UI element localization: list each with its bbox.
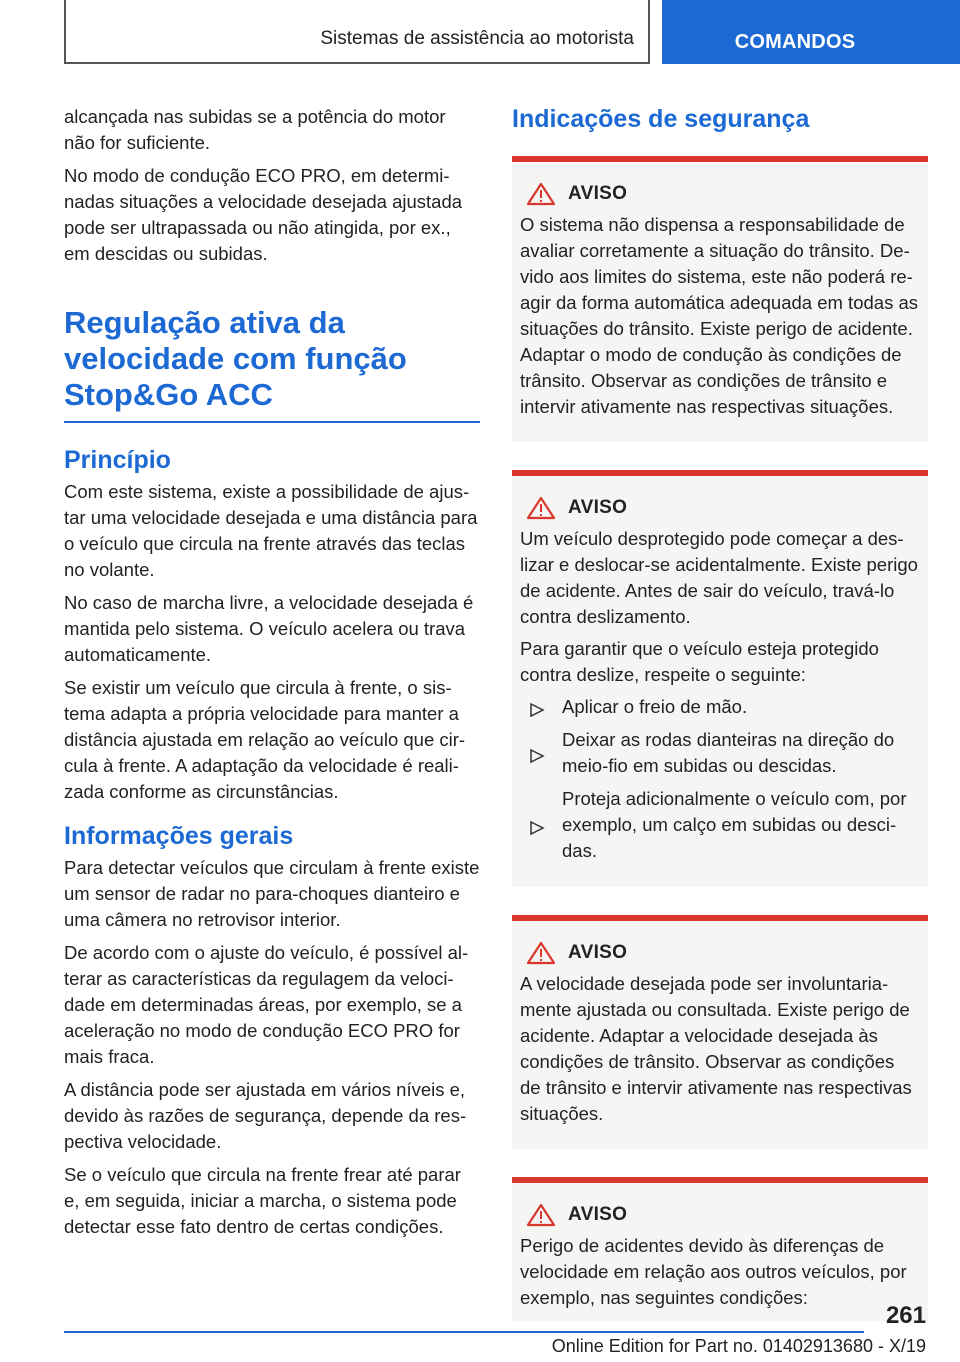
warning-text: A velocidade desejada pode ser involuntariamente ajustada ou consultada. Existe perigo de acidente. Adaptar a velocidade desejada às condições de trânsito. Observar as condições de trânsito e intervir ativamente nas respectivas situações. — [520, 973, 912, 1124]
general-info-heading: Informações gerais — [64, 822, 294, 850]
list-item — [520, 727, 920, 779]
section-title: Sistemas de assistência ao motorista — [320, 28, 634, 49]
footer-divider — [64, 1331, 864, 1333]
chapter-tab[interactable] — [662, 0, 960, 64]
bullet-list — [520, 694, 920, 864]
warning-triangle-icon — [526, 182, 556, 206]
chapter-tab-label: COMANDOS — [734, 31, 856, 53]
triangle-bullet-icon — [528, 694, 548, 720]
header-section-box — [64, 0, 650, 64]
triangle-bullet-icon — [528, 727, 548, 779]
general-paragraph: A distância pode ser ajustada em vários níveis e, devido às razões de segurança, depende da respectiva velocidade. — [64, 1079, 467, 1152]
warning-label: AVISO — [568, 1204, 628, 1225]
warning-text: Perigo de acidentes devido às diferenças de velocidade em relação aos outros veículos, por exemplo, nas seguintes condições: — [520, 1235, 907, 1308]
edition-text: Online Edition for Part no. 01402913680 - X/19 — [551, 1336, 926, 1356]
warning-label: AVISO — [568, 942, 628, 963]
triangle-bullet-icon — [528, 786, 548, 864]
principle-paragraph: Se existir um veículo que circula à frente, o sistema adapta a própria velocidade para manter a distância ajustada em relação ao veículo que circula à frente. A adaptação da velocidade é realizada conforme as circunstâncias. — [64, 677, 466, 802]
warning-box — [512, 915, 928, 1149]
warning-box — [512, 156, 928, 442]
principle-paragraph: Com este sistema, existe a possibilidade de ajustar uma velocidade desejada e uma distância para o veículo que circula na frente através das teclas no volante. — [64, 481, 478, 580]
warning-label: AVISO — [568, 497, 628, 518]
general-paragraph: De acordo com o ajuste do veículo, é possível alterar as características da regulagem da velocidade em determinadas áreas, por exemplo, se a aceleração no modo de condução ECO PRO for mais fraca. — [64, 942, 469, 1067]
warning-text: O sistema não dispensa a responsabilidade de avaliar corretamente a situação do trânsito. Devido aos limites do sistema, este não poderá reagir da forma automática adequada em todas as situações do trânsito. Existe perigo de acidente. Adaptar o modo de condução às condições de trânsito. Observar as condições de trânsito e intervir ativamente nas respectivas situações. — [520, 214, 918, 417]
list-item — [520, 786, 920, 864]
safety-heading: Indicações de segurança — [512, 105, 810, 133]
intro-paragraph-2: No modo de condução ECO PRO, em determinadas situações a velocidade desejada ajustada pode ser ultrapassada ou não atingida, por ex., em descidas ou subidas. — [64, 165, 463, 264]
page-number: 261 — [885, 1302, 926, 1329]
warning-triangle-icon — [526, 941, 556, 965]
main-heading: Regulação ativa da velocidade com função Stop&Go ACC — [64, 305, 480, 423]
warning-triangle-icon — [526, 1203, 556, 1227]
list-item — [520, 694, 920, 720]
warning-text: Um veículo desprotegido pode começar a deslizar e deslocar-se acidentalmente. Existe perigo de acidente. Antes de sair do veículo, travá-lo contra deslizamento. — [520, 528, 918, 627]
right-column — [512, 100, 928, 1321]
left-column — [64, 104, 480, 1247]
list-item-text: Deixar as rodas dianteiras na direção do meio-fio em subidas ou descidas. — [562, 729, 895, 776]
warning-triangle-icon — [526, 496, 556, 520]
warning-label: AVISO — [568, 183, 628, 204]
intro-paragraph-1: alcançada nas subidas se a potência do motor não for suficiente. — [64, 106, 446, 153]
list-item-text: Aplicar o freio de mão. — [562, 696, 748, 717]
general-paragraph: Se o veículo que circula na frente frear até parar e, em seguida, iniciar a marcha, o sistema pode detectar esse fato dentro de certas condições. — [64, 1164, 461, 1237]
warning-box — [512, 1177, 928, 1321]
general-paragraph: Para detectar veículos que circulam à frente existe um sensor de radar no para-choques dianteiro e uma câmera no retrovisor interior. — [64, 857, 480, 930]
warning-box — [512, 470, 928, 887]
principle-paragraph: No caso de marcha livre, a velocidade desejada é mantida pelo sistema. O veículo acelera ou trava automaticamente. — [64, 592, 474, 665]
principle-heading: Princípio — [64, 446, 171, 474]
warning-text: Para garantir que o veículo esteja protegido contra deslize, respeite o seguinte: — [520, 638, 879, 685]
list-item-text: Proteja adicionalmente o veículo com, por exemplo, um calço em subidas ou descidas. — [562, 788, 907, 861]
